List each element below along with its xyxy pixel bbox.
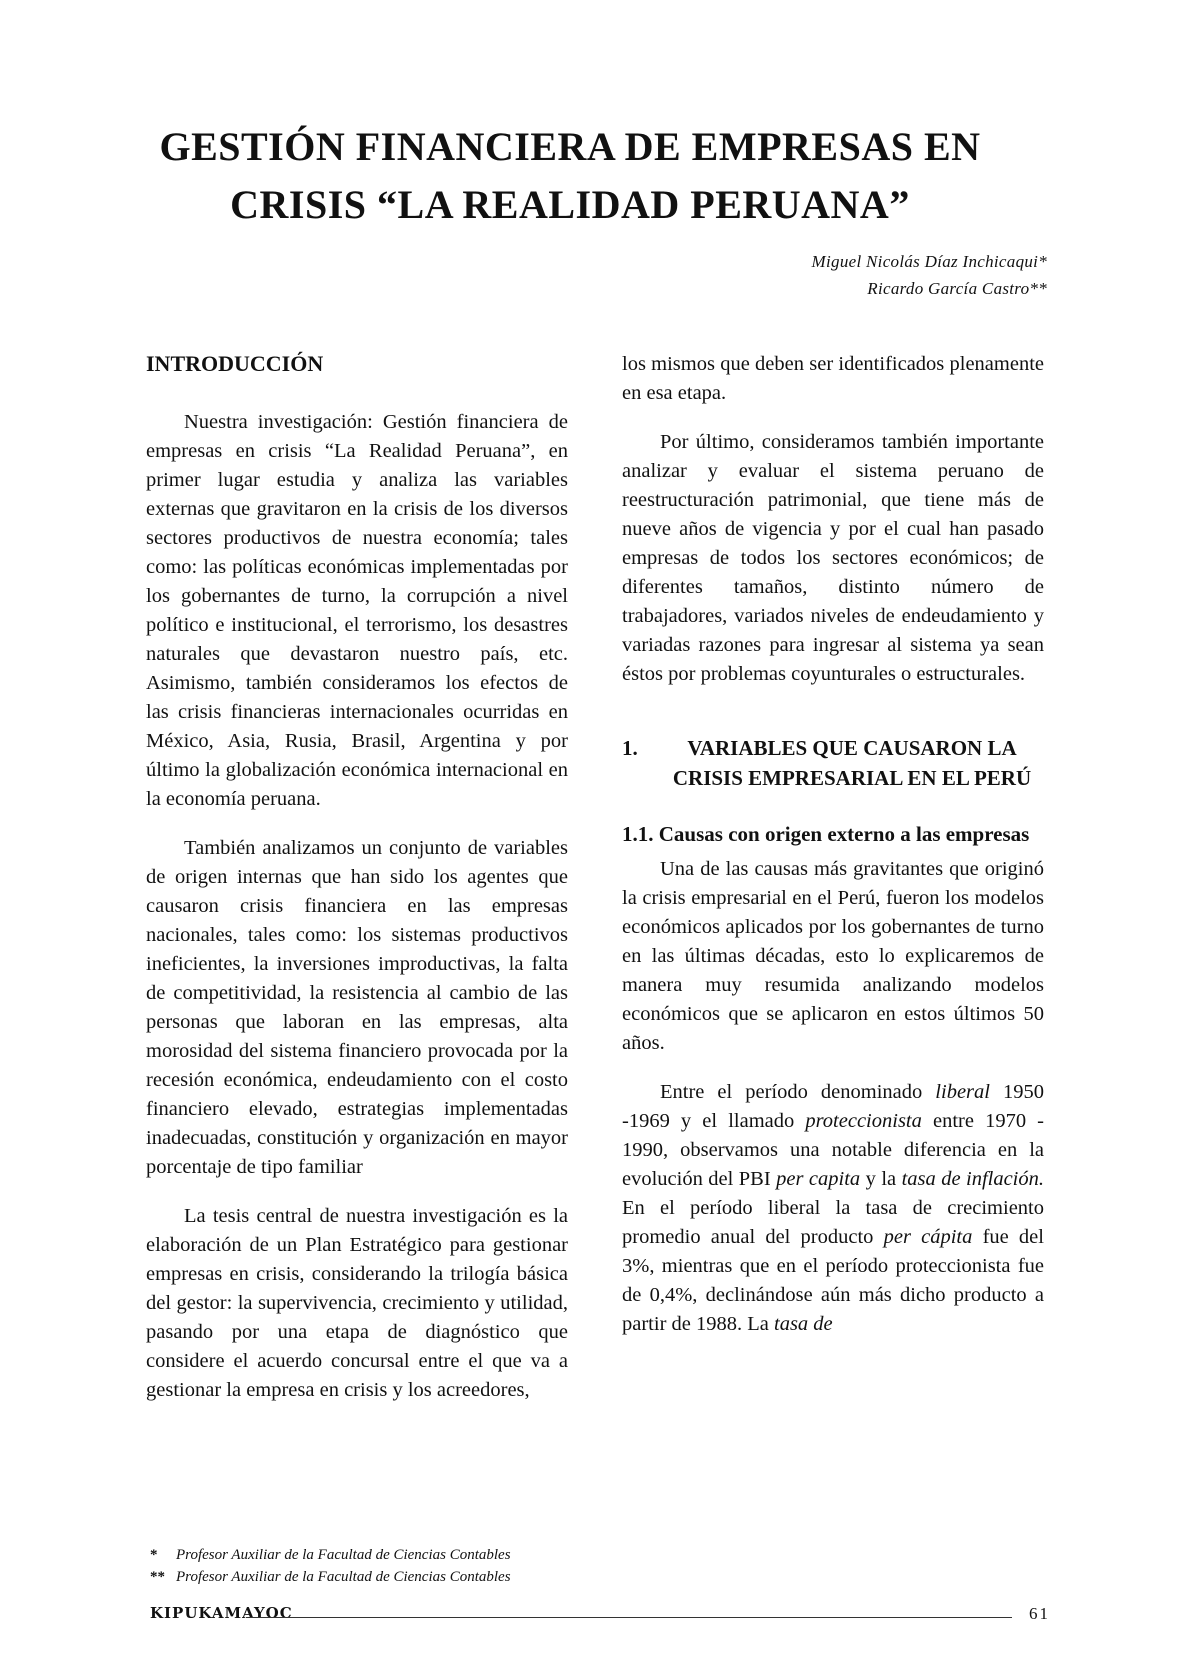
footnote-1-text: Profesor Auxiliar de la Facultad de Ciencias Contables — [176, 1547, 511, 1563]
subsection-1-1-heading: 1.1. Causas con origen externo a las empresas — [622, 822, 1030, 846]
footnote-2-text: Profesor Auxiliar de la Facultad de Ciencias Contables — [176, 1569, 511, 1585]
section-1-heading — [622, 733, 1044, 793]
footer-rule — [246, 1617, 1012, 1618]
section-title-line-2: CRISIS EMPRESARIAL EN EL PERÚ — [672, 766, 1032, 790]
section-title — [660, 733, 1044, 793]
continuation-paragraph: los mismos que deben ser identificados plenamente en esa etapa. — [622, 353, 1044, 404]
intro-paragraph-2: También analizamos un conjunto de variables de origen internas que han sido los agentes que causaron crisis financiera en las empresas nacionales, tales como: los sistemas productivos ineficientes, la inversiones improductivas, la falta de competitividad, la resistencia al cambio de las personas que laboran en las empresas, alta morosidad del sistema financiero provocada por la recesión económica, endeudamiento con el costo financiero elevado, estrategias implementadas inadecuadas, constitución y organización en mayor porcentaje de tipo familiar — [146, 837, 568, 1178]
p4-text-b: 1950 -1969 y el llamado — [622, 1081, 1045, 1132]
left-column — [146, 350, 568, 1405]
introduction-heading: INTRODUCCIÓN — [146, 351, 324, 376]
right-column — [622, 350, 1044, 1339]
footnote-1-mark: * — [150, 1547, 158, 1563]
page-number: 61 — [1029, 1604, 1050, 1623]
p4-text-c: entre 1970 - 1990, observamos una notable diferencia en la evolución del PBI — [622, 1110, 1044, 1190]
journal-logo: KIPUKAMAYOC — [150, 1604, 293, 1622]
p4-proteccionista: proteccionista — [805, 1110, 922, 1132]
paragraph-por-ultimo: Por último, consideramos también importante analizar y evaluar el sistema peruano de reestructuración patrimonial, que tiene más de nueve años de vigencia y por el cual han pasado empresas de todos los sectores económicos; de diferentes tamaños, distinto número de trabajadores, variados niveles de endeudamiento y variadas razones para ingresar al sistema ya sean éstos por problemas coyunturales o estructurales. — [622, 431, 1044, 685]
intro-paragraph-1: Nuestra investigación: Gestión financiera de empresas en crisis “La Realidad Peruana”, en primer lugar estudia y analiza las variables externas que gravitaron en la crisis de los diversos sectores productivos de nuestra economía; tales como: las políticas económicas implementadas por los gobernantes de turno, la corrupción a nivel político e institucional, el terrorismo, los desastres naturales que devastaron nuestro país, etc. Asimismo, también consideramos los efectos de las crisis financieras internacionales ocurridas en México, Asia, Rusia, Brasil, Argentina y por último la globalización económica internacional en la economía peruana. — [146, 411, 568, 810]
p4-per-capita-2: per cápita — [883, 1226, 973, 1248]
intro-paragraph-3: La tesis central de nuestra investigación es la elaboración de un Plan Estratégico para gestionar empresas en crisis, considerando la trilogía básica del gestor: la supervivencia, crecimiento y utilidad, pasando por una etapa de diagnóstico que considere el acuerdo concursal entre el que va a gestionar la empresa en crisis y los acreedores, — [146, 1205, 568, 1401]
author-2: Ricardo García Castro** — [867, 279, 1047, 298]
section-title-line-1: VARIABLES QUE CAUSARON LA — [687, 736, 1017, 760]
p4-text-f: fue del 3%, mientras que en el período proteccionista fue de 0,4%, declinándose aún más dicho producto a partir de 1988. La — [622, 1226, 1044, 1335]
p4-tasa-inflacion: tasa de inflación. — [901, 1168, 1045, 1190]
title-line-2: CRISIS “LA REALIDAD PERUANA” — [230, 182, 910, 227]
p4-liberal: liberal — [935, 1081, 990, 1103]
p4-text-e: En el período liberal la tasa de crecimiento promedio anual del producto — [622, 1197, 1044, 1248]
author-1: Miguel Nicolás Díaz Inchicaqui* — [811, 252, 1047, 271]
authors-block — [812, 248, 1047, 302]
p4-per-capita: per capita — [776, 1168, 861, 1190]
footnotes — [150, 1544, 580, 1588]
p4-text-d: y la — [860, 1168, 902, 1190]
footnote-2-mark: ** — [150, 1569, 165, 1585]
page-footer — [150, 1598, 1050, 1628]
title-line-1: GESTIÓN FINANCIERA DE EMPRESAS EN — [159, 124, 981, 169]
paragraph-causas: Una de las causas más gravitantes que originó la crisis empresarial en el Perú, fueron los modelos económicos aplicados por los gobernantes de turno en las últimas décadas, esto lo explicaremos de manera muy resumida analizando modelos económicos que se aplicaron en estos últimos 50 años. — [622, 858, 1044, 1054]
section-number: 1. — [622, 736, 638, 760]
footnote-1 — [150, 1544, 580, 1566]
article-title — [120, 118, 1020, 234]
paragraph-periodos — [622, 1078, 1044, 1339]
p4-tasa-de: tasa de — [774, 1313, 833, 1335]
p4-text-a: Entre el período denominado — [660, 1081, 936, 1103]
footnote-2 — [150, 1566, 580, 1588]
